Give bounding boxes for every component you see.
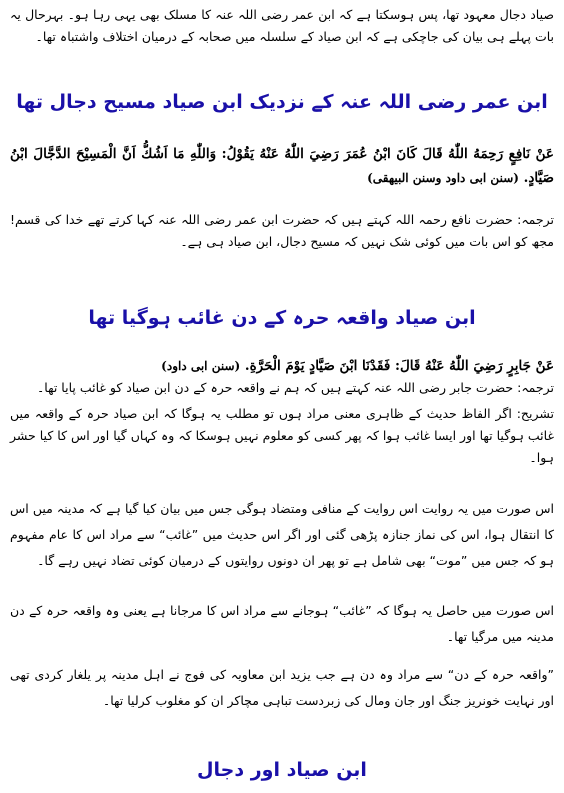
translation-jabir: ترجمہ: حضرت جابر رضی اللہ عنہ کہتے ہیں کہ ہم نے واقعہ حرہ کے دن ابن صیاد کو غائب پایا تھا۔ [36,380,554,395]
hadith-arabic-text: عَنْ نَافِعٍ رَحِمَهُ اللّٰهُ قَالَ كَانَ ابْنُ عُمَرَ رَضِيَ اللّٰهُ عَنْهُ يَقُوْلُ: وَاللّٰهِ مَا اَشُكُّ اَنَّ الْمَسِيْحَ الدَّجَّالَ ابْنُ صَيَّادٍ. [10,146,554,186]
intro-paragraph: صیاد دجال معہود تھا، پس ہوسکتا ہے کہ ابن عمر رضی اللہ عنہ کا مسلک بھی یہی رہا ہو۔ بہرحال یہ بات پہلے ہی بیان کی جاچکی ہے کہ ابن صیاد کے سلسلہ میں صحابہ کے درمیان اختلاف واشتباہ تھا۔ [10,7,554,44]
hadith-source: (سنن ابی داود) [161,359,241,373]
conclusion-paragraph: اس صورت میں حاصل یہ ہوگا کہ ”غائب“ ہوجانے سے مراد اس کا مرجانا ہے یعنی وہ واقعہ حرہ کے دن مدینہ میں مرگیا تھا۔ [10,603,554,644]
hadith-source: (سنن ابی داود وسنن البیهقی) [367,171,519,185]
explanation-paragraph: اس صورت میں یہ روایت اس روایت کے منافی ومتضاد ہوگی جس میں بیان کیا گیا ہے کہ مدینہ میں اس کا انتقال ہوا، اس کی نماز جنازہ پڑھی گئی اور اگر اس حدیث میں ”غائب“ سے مراد اس کا عام مفہوم ہو کہ جس میں ”موت“ بھی شامل ہے تو پھر ان دونوں روایتوں کے درمیان کوئی تضاد نہیں رہے گا۔ [10,501,554,568]
hadith-arabic-jabir [10,355,554,377]
translation-nafi: ترجمہ: حضرت نافع رحمہ اللہ کہتے ہیں کہ حضرت ابن عمر رضی اللہ عنہ کہا کرتے تھے خدا کی قسم! مجھ کو اس بات میں کوئی شک نہیں کہ مسیح دجال، ابن صیاد ہی ہے۔ [10,212,554,249]
harrah-definition-paragraph: ”واقعہ حرہ کے دن“ سے مراد وہ دن ہے جب یزید ابن معاویہ کی فوج نے اہل مدینہ پر یلغار کردی تھی اور نہایت خونریز جنگ اور جان ومال کی زبردست تباہی مچاکر ان کو مغلوب کرلیا تھا۔ [10,667,554,708]
hadith-arabic-text: عَنْ جَابِرٍ رَضِيَ اللّٰهُ عَنْهُ قَالَ: فَقَدْنَا ابْنَ صَيَّادٍ يَوْمَ الْحَرَّةِ. [244,358,554,374]
section-heading-ibn-sayyad-harrah: ابن صیاد واقعہ حرہ کے دن غائب ہوگیا تھا [88,307,476,329]
tashreeh-paragraph: تشریح: اگر الفاظ حدیث کے ظاہری معنی مراد ہوں تو مطلب یہ ہوگا کہ ابن صیاد حرہ کے واقعہ میں غائب ہوگیا تھا اور ایسا غائب ہوا کہ پھر کسی کو معلوم نہیں ہوسکا کہ وہ کہاں گیا اور اس کا کیا حشر ہوا۔ [10,406,554,465]
hadith-arabic-nafi [10,142,554,190]
section-heading-ibn-umar: ابن عمر رضی اللہ عنہ کے نزدیک ابن صیاد مسیح دجال تھا [16,91,548,113]
section-heading-ibn-sayyad-dajjal: ابن صیاد اور دجال [197,759,367,781]
